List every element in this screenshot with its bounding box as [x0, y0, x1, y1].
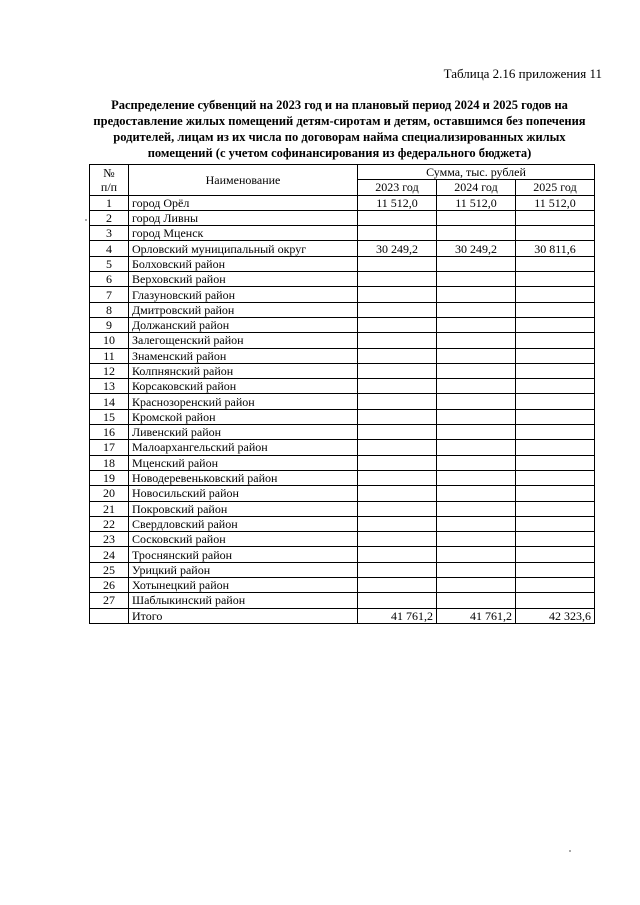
row-name-cell: Знаменский район — [129, 348, 358, 363]
row-name-cell: Корсаковский район — [129, 379, 358, 394]
table-row — [90, 562, 595, 577]
total-row — [90, 608, 595, 623]
row-number-cell: 11 — [90, 348, 129, 363]
row-value-2023 — [358, 562, 437, 577]
row-value-2023 — [358, 317, 437, 332]
row-name-cell: Должанский район — [129, 317, 358, 332]
row-name-cell: Сосковский район — [129, 532, 358, 547]
table-row — [90, 394, 595, 409]
row-value-2025 — [516, 272, 595, 287]
row-value-2025 — [516, 348, 595, 363]
row-value-2023 — [358, 425, 437, 440]
row-number-cell: 8 — [90, 302, 129, 317]
row-name-cell: Новосильский район — [129, 486, 358, 501]
row-value-2023 — [358, 394, 437, 409]
row-value-2025 — [516, 333, 595, 348]
row-value-2025 — [516, 379, 595, 394]
row-value-2023 — [358, 363, 437, 378]
table-row — [90, 210, 595, 225]
row-name-cell: Шаблыкинский район — [129, 593, 358, 608]
scan-speck — [85, 219, 87, 221]
table-row — [90, 455, 595, 470]
row-value-2025 — [516, 440, 595, 455]
row-value-2023 — [358, 578, 437, 593]
row-name-cell: Верховский район — [129, 272, 358, 287]
row-value-2025 — [516, 547, 595, 562]
row-value-2023 — [358, 455, 437, 470]
row-value-2024 — [437, 578, 516, 593]
row-number-cell: 14 — [90, 394, 129, 409]
row-value-2023 — [358, 532, 437, 547]
row-value-2024 — [437, 470, 516, 485]
row-name-cell: Орловский муниципальный округ — [129, 241, 358, 256]
table-row — [90, 379, 595, 394]
row-number-cell: 17 — [90, 440, 129, 455]
row-value-2023 — [358, 333, 437, 348]
row-value-2025 — [516, 256, 595, 271]
row-value-2024 — [437, 547, 516, 562]
row-value-2024 — [437, 210, 516, 225]
row-value-2025 — [516, 578, 595, 593]
header-name: Наименование — [129, 165, 358, 196]
row-value-2024 — [437, 425, 516, 440]
row-name-cell: город Орёл — [129, 195, 358, 210]
row-value-2024 — [437, 333, 516, 348]
table-row — [90, 440, 595, 455]
row-value-2024 — [437, 455, 516, 470]
row-name-cell: Кромской район — [129, 409, 358, 424]
row-name-cell: Мценский район — [129, 455, 358, 470]
row-value-2025 — [516, 501, 595, 516]
header-number-symbol: № — [103, 165, 115, 180]
row-value-2025 — [516, 409, 595, 424]
row-value-2024 — [437, 317, 516, 332]
row-number-cell: 3 — [90, 226, 129, 241]
row-name-cell: Краснозоренский район — [129, 394, 358, 409]
row-value-2025 — [516, 210, 595, 225]
row-value-2023 — [358, 409, 437, 424]
table-caption: Таблица 2.16 приложения 11 — [443, 66, 602, 81]
row-number-cell: 25 — [90, 562, 129, 577]
table-row — [90, 348, 595, 363]
table-row — [90, 226, 595, 241]
row-value-2025 — [516, 455, 595, 470]
row-number-cell: 23 — [90, 532, 129, 547]
row-value-2024 — [437, 348, 516, 363]
row-name-cell: Хотынецкий район — [129, 578, 358, 593]
row-value-2023 — [358, 287, 437, 302]
row-value-2025 — [516, 593, 595, 608]
row-value-2025 — [516, 562, 595, 577]
row-name-cell: город Ливны — [129, 210, 358, 225]
row-number-cell: 18 — [90, 455, 129, 470]
row-number-cell: 24 — [90, 547, 129, 562]
table-row — [90, 272, 595, 287]
row-value-2024 — [437, 562, 516, 577]
row-value-2024 — [437, 394, 516, 409]
subvention-table — [89, 164, 595, 624]
table-row — [90, 363, 595, 378]
row-value-2024 — [437, 409, 516, 424]
row-number-cell: 9 — [90, 317, 129, 332]
row-value-2023 — [358, 547, 437, 562]
table-row — [90, 593, 595, 608]
table-row — [90, 501, 595, 516]
table-row — [90, 317, 595, 332]
table-row — [90, 409, 595, 424]
row-value-2025: 30 811,6 — [516, 241, 595, 256]
row-value-2023 — [358, 470, 437, 485]
row-name-cell: Дмитровский район — [129, 302, 358, 317]
table-row — [90, 470, 595, 485]
table-row — [90, 532, 595, 547]
header-number-abbr: п/п — [100, 179, 118, 194]
row-value-2025 — [516, 425, 595, 440]
row-value-2025 — [516, 486, 595, 501]
row-value-2024: 30 249,2 — [437, 241, 516, 256]
table-row — [90, 302, 595, 317]
row-number-cell: 22 — [90, 516, 129, 531]
row-value-2023 — [358, 516, 437, 531]
table-row — [90, 486, 595, 501]
header-year-2024: 2024 год — [437, 180, 516, 195]
table-row — [90, 578, 595, 593]
row-name-cell: Покровский район — [129, 501, 358, 516]
row-value-2024 — [437, 363, 516, 378]
row-name-cell: Ливенский район — [129, 425, 358, 440]
row-name-cell: Малоархангельский район — [129, 440, 358, 455]
row-value-2024 — [437, 287, 516, 302]
row-number-cell: 4 — [90, 241, 129, 256]
row-value-2024 — [437, 302, 516, 317]
row-number-cell: 2 — [90, 210, 129, 225]
row-name-cell: Колпнянский район — [129, 363, 358, 378]
table-row — [90, 516, 595, 531]
total-2023: 41 761,2 — [358, 608, 437, 623]
row-number-cell: 6 — [90, 272, 129, 287]
row-value-2023 — [358, 210, 437, 225]
row-value-2024 — [437, 593, 516, 608]
row-value-2024 — [437, 440, 516, 455]
total-2024: 41 761,2 — [437, 608, 516, 623]
total-2025: 42 323,6 — [516, 608, 595, 623]
row-value-2023 — [358, 440, 437, 455]
table-row — [90, 241, 595, 256]
row-value-2024 — [437, 256, 516, 271]
row-value-2023 — [358, 501, 437, 516]
row-value-2023: 11 512,0 — [358, 195, 437, 210]
scan-speck — [569, 850, 571, 852]
row-value-2025: 11 512,0 — [516, 195, 595, 210]
total-label: Итого — [129, 608, 358, 623]
row-value-2023: 30 249,2 — [358, 241, 437, 256]
row-value-2023 — [358, 593, 437, 608]
row-value-2023 — [358, 348, 437, 363]
row-name-cell: Глазуновский район — [129, 287, 358, 302]
row-value-2024: 11 512,0 — [437, 195, 516, 210]
row-value-2024 — [437, 532, 516, 547]
row-value-2025 — [516, 394, 595, 409]
row-name-cell: Новодеревеньковский район — [129, 470, 358, 485]
row-value-2025 — [516, 516, 595, 531]
row-number-cell: 13 — [90, 379, 129, 394]
document-title: Распределение субвенций на 2023 год и на плановый период 2024 и 2025 годов на предоставление жилых помещений детям-сиротам и детям, оставшимся без попечения родителей, лицам из их числа по договорам найма специализированных жилых помещений (с учетом софинансирования из федерального бюджета) — [93, 98, 586, 160]
table-row — [90, 547, 595, 562]
row-number-cell: 7 — [90, 287, 129, 302]
row-value-2023 — [358, 272, 437, 287]
row-value-2023 — [358, 226, 437, 241]
row-number-cell: 19 — [90, 470, 129, 485]
row-name-cell: Болховский район — [129, 256, 358, 271]
row-number-cell: 12 — [90, 363, 129, 378]
row-number-cell: 26 — [90, 578, 129, 593]
row-name-cell: Свердловский район — [129, 516, 358, 531]
row-value-2023 — [358, 302, 437, 317]
row-value-2025 — [516, 470, 595, 485]
row-name-cell: город Мценск — [129, 226, 358, 241]
row-value-2024 — [437, 272, 516, 287]
row-value-2024 — [437, 501, 516, 516]
row-number-cell: 16 — [90, 425, 129, 440]
table-row — [90, 425, 595, 440]
table-row — [90, 256, 595, 271]
row-value-2024 — [437, 379, 516, 394]
row-name-cell: Залегощенский район — [129, 333, 358, 348]
table-body — [90, 195, 595, 608]
row-number-cell: 15 — [90, 409, 129, 424]
table-row — [90, 287, 595, 302]
row-value-2025 — [516, 287, 595, 302]
row-value-2024 — [437, 516, 516, 531]
row-number-cell: 10 — [90, 333, 129, 348]
row-value-2024 — [437, 226, 516, 241]
total-number-cell — [90, 608, 129, 623]
header-year-2023: 2023 год — [358, 180, 437, 195]
row-value-2025 — [516, 302, 595, 317]
row-name-cell: Троснянский район — [129, 547, 358, 562]
row-value-2025 — [516, 363, 595, 378]
row-name-cell: Урицкий район — [129, 562, 358, 577]
row-number-cell: 27 — [90, 593, 129, 608]
row-number-cell: 5 — [90, 256, 129, 271]
row-value-2023 — [358, 379, 437, 394]
header-number — [90, 165, 129, 196]
header-year-2025: 2025 год — [516, 180, 595, 195]
row-value-2025 — [516, 532, 595, 547]
table-row — [90, 195, 595, 210]
table-row — [90, 333, 595, 348]
row-value-2023 — [358, 486, 437, 501]
row-value-2023 — [358, 256, 437, 271]
row-value-2025 — [516, 226, 595, 241]
row-number-cell: 21 — [90, 501, 129, 516]
header-sum: Сумма, тыс. рублей — [358, 165, 595, 180]
row-value-2024 — [437, 486, 516, 501]
row-number-cell: 20 — [90, 486, 129, 501]
row-number-cell: 1 — [90, 195, 129, 210]
row-value-2025 — [516, 317, 595, 332]
